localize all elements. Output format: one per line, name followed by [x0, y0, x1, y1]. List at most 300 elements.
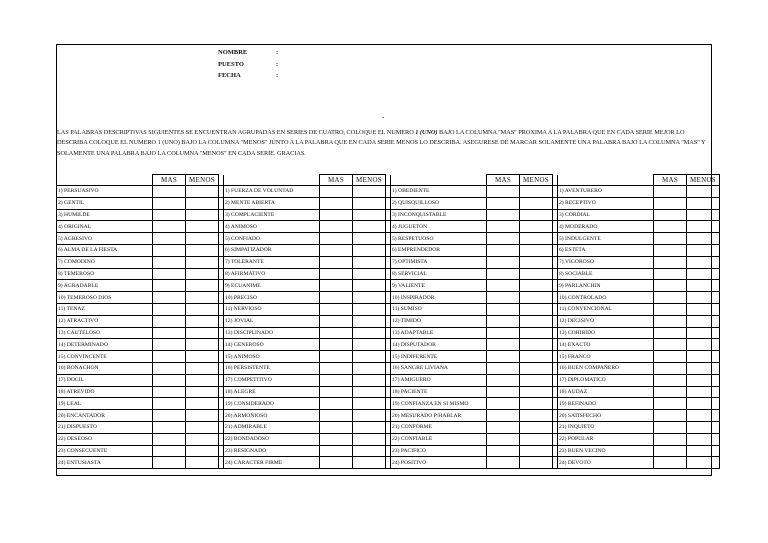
- word-cell: 23) PACIFICO: [391, 445, 487, 457]
- mas-input-cell[interactable]: [487, 351, 520, 363]
- word-cell: 15) ANIMOSO: [224, 351, 320, 363]
- menos-input-cell[interactable]: [520, 410, 553, 422]
- table-row: [57, 339, 720, 351]
- field-sep: :: [276, 49, 279, 56]
- word-cell: 16) SANGRE LIVIANA: [391, 362, 487, 374]
- menos-input-cell[interactable]: [520, 209, 553, 221]
- menos-input-cell[interactable]: [186, 209, 219, 221]
- word-cell: 10) INSPIRADOR: [391, 292, 487, 304]
- mas-input-cell[interactable]: [654, 398, 687, 410]
- menos-input-cell[interactable]: [520, 445, 553, 457]
- menos-input-cell[interactable]: [520, 433, 553, 445]
- menos-input-cell[interactable]: [520, 186, 553, 198]
- mas-input-cell[interactable]: [487, 362, 520, 374]
- word-cell: 1) OBEDIENTE: [391, 186, 487, 198]
- word-cell: 4) JUGUETON: [391, 221, 487, 233]
- mas-input-cell[interactable]: [320, 256, 353, 268]
- word-cell: 7) VIGOROSO: [558, 256, 654, 268]
- mas-input-cell[interactable]: [487, 433, 520, 445]
- field-puesto[interactable]: [218, 59, 278, 71]
- word-cell: 2) MENTE ABIERTA: [224, 197, 320, 209]
- word-cell: 8) TEMEROSO: [57, 268, 153, 280]
- word-cell: 6) EMPRENDEDOR: [391, 244, 487, 256]
- mas-input-cell[interactable]: [654, 410, 687, 422]
- menos-input-cell[interactable]: [186, 327, 219, 339]
- menos-input-cell[interactable]: [520, 244, 553, 256]
- menos-input-cell[interactable]: [687, 221, 720, 233]
- header-mas: MAS: [487, 175, 520, 186]
- mas-input-cell[interactable]: [654, 221, 687, 233]
- menos-input-cell[interactable]: [687, 410, 720, 422]
- word-cell: 13) COHIBIDO: [558, 327, 654, 339]
- menos-input-cell[interactable]: [687, 280, 720, 292]
- menos-input-cell[interactable]: [520, 292, 553, 304]
- mas-input-cell[interactable]: [654, 280, 687, 292]
- menos-input-cell[interactable]: [520, 268, 553, 280]
- menos-input-cell[interactable]: [687, 457, 720, 469]
- menos-input-cell[interactable]: [520, 256, 553, 268]
- menos-input-cell[interactable]: [687, 433, 720, 445]
- menos-input-cell[interactable]: [186, 362, 219, 374]
- mas-input-cell[interactable]: [654, 303, 687, 315]
- mas-input-cell[interactable]: [320, 244, 353, 256]
- menos-input-cell[interactable]: [687, 386, 720, 398]
- menos-input-cell[interactable]: [353, 398, 386, 410]
- menos-input-cell[interactable]: [186, 256, 219, 268]
- table-row: [57, 303, 720, 315]
- mas-input-cell[interactable]: [153, 315, 186, 327]
- mas-input-cell[interactable]: [654, 362, 687, 374]
- mas-input-cell[interactable]: [487, 445, 520, 457]
- word-cell: 13) CAUTELOSO: [57, 327, 153, 339]
- menos-input-cell[interactable]: [520, 386, 553, 398]
- mas-input-cell[interactable]: [654, 186, 687, 198]
- mas-input-cell[interactable]: [654, 315, 687, 327]
- field-fecha[interactable]: [218, 70, 278, 82]
- mas-input-cell[interactable]: [654, 292, 687, 304]
- menos-input-cell[interactable]: [186, 398, 219, 410]
- menos-input-cell[interactable]: [353, 433, 386, 445]
- menos-input-cell[interactable]: [687, 186, 720, 198]
- menos-input-cell[interactable]: [353, 303, 386, 315]
- word-cell: 7) OPTIMISTA: [391, 256, 487, 268]
- mas-input-cell[interactable]: [153, 303, 186, 315]
- menos-input-cell[interactable]: [687, 351, 720, 363]
- table-row: [57, 244, 720, 256]
- word-cell: 11) TENAZ: [57, 303, 153, 315]
- word-cell: 20) SATISFECHO: [558, 410, 654, 422]
- word-cell: 13) DISCIPLINADO: [224, 327, 320, 339]
- mas-input-cell[interactable]: [487, 339, 520, 351]
- table-row: [57, 351, 720, 363]
- mas-input-cell[interactable]: [487, 186, 520, 198]
- menos-input-cell[interactable]: [186, 244, 219, 256]
- mas-input-cell[interactable]: [320, 386, 353, 398]
- mas-input-cell[interactable]: [153, 433, 186, 445]
- mas-input-cell[interactable]: [320, 398, 353, 410]
- mas-input-cell[interactable]: [320, 351, 353, 363]
- mas-input-cell[interactable]: [654, 374, 687, 386]
- word-cell: 15) FRANCO: [558, 351, 654, 363]
- word-cell: 21) ADMIRABLE: [224, 421, 320, 433]
- menos-input-cell[interactable]: [687, 303, 720, 315]
- mas-input-cell[interactable]: [153, 421, 186, 433]
- word-cell: 24) ENTUSIASTA: [57, 457, 153, 469]
- word-cell: 10) PRECISO: [224, 292, 320, 304]
- word-cell: 21) INQUIETO: [558, 421, 654, 433]
- word-cell: 9) VALIENTE: [391, 280, 487, 292]
- field-nombre[interactable]: [218, 47, 278, 59]
- mas-input-cell[interactable]: [320, 303, 353, 315]
- word-cell: 4) MODERADO: [558, 221, 654, 233]
- mas-input-cell[interactable]: [487, 197, 520, 209]
- mas-input-cell[interactable]: [654, 421, 687, 433]
- menos-input-cell[interactable]: [520, 280, 553, 292]
- mas-input-cell[interactable]: [153, 386, 186, 398]
- menos-input-cell[interactable]: [520, 374, 553, 386]
- field-label: FECHA: [218, 72, 241, 79]
- instructions-bold: 1 (UNO): [415, 129, 438, 136]
- word-cell: 17) COMPETITIVO: [224, 374, 320, 386]
- mas-input-cell[interactable]: [153, 197, 186, 209]
- menos-input-cell[interactable]: [186, 315, 219, 327]
- menos-input-cell[interactable]: [687, 398, 720, 410]
- header-mas: MAS: [153, 175, 186, 186]
- mas-input-cell[interactable]: [320, 315, 353, 327]
- table-row: [57, 362, 720, 374]
- mas-input-cell[interactable]: [654, 457, 687, 469]
- mas-input-cell[interactable]: [487, 233, 520, 245]
- mas-input-cell[interactable]: [320, 362, 353, 374]
- mas-input-cell[interactable]: [320, 445, 353, 457]
- mas-input-cell[interactable]: [153, 374, 186, 386]
- word-cell: 24) POSITIVO: [391, 457, 487, 469]
- menos-input-cell[interactable]: [353, 292, 386, 304]
- word-cell: 21) CONFORME: [391, 421, 487, 433]
- table-row: [57, 256, 720, 268]
- menos-input-cell[interactable]: [520, 221, 553, 233]
- mas-input-cell[interactable]: [320, 339, 353, 351]
- word-cell: 18) AUDAZ: [558, 386, 654, 398]
- mas-input-cell[interactable]: [487, 292, 520, 304]
- menos-input-cell[interactable]: [687, 292, 720, 304]
- menos-input-cell[interactable]: [353, 186, 386, 198]
- mas-input-cell[interactable]: [153, 339, 186, 351]
- instructions-part1: LAS PALABRAS DESCRIPTIVAS SIGUIENTES SE ENCUENTRAN AGRUPADAS EN SERIES DE CUATRO, COLOQUE EL NUMERO: [57, 129, 416, 136]
- mas-input-cell[interactable]: [487, 315, 520, 327]
- mas-input-cell[interactable]: [487, 398, 520, 410]
- menos-input-cell[interactable]: [353, 244, 386, 256]
- menos-input-cell[interactable]: [186, 280, 219, 292]
- word-cell: 18) ATREVIDO: [57, 386, 153, 398]
- word-cell: 14) GENEROSO: [224, 339, 320, 351]
- menos-input-cell[interactable]: [687, 315, 720, 327]
- menos-input-cell[interactable]: [353, 327, 386, 339]
- word-cell: 4) ORIGINAL: [57, 221, 153, 233]
- mas-input-cell[interactable]: [654, 209, 687, 221]
- header-mas: MAS: [654, 175, 687, 186]
- table-row: [57, 433, 720, 445]
- word-cell: 13) ADAPTABLE: [391, 327, 487, 339]
- mas-input-cell[interactable]: [487, 280, 520, 292]
- word-cell: 11) CONVENCIONAL: [558, 303, 654, 315]
- field-label: PUESTO: [218, 60, 244, 68]
- menos-input-cell[interactable]: [520, 339, 553, 351]
- table-row: [57, 292, 720, 304]
- mas-input-cell[interactable]: [320, 221, 353, 233]
- menos-input-cell[interactable]: [520, 457, 553, 469]
- mas-input-cell[interactable]: [153, 351, 186, 363]
- header-mas: MAS: [320, 175, 353, 186]
- mas-input-cell[interactable]: [320, 327, 353, 339]
- word-cell: 5) CONFIADO: [224, 233, 320, 245]
- word-cell: 9) PARLANCHIN: [558, 280, 654, 292]
- mas-input-cell[interactable]: [654, 339, 687, 351]
- word-cell: 5) AGRESIVO: [57, 233, 153, 245]
- mas-input-cell[interactable]: [487, 244, 520, 256]
- word-cell: 1) AVENTURERO: [558, 186, 654, 198]
- mas-input-cell[interactable]: [153, 280, 186, 292]
- menos-input-cell[interactable]: [186, 457, 219, 469]
- mas-input-cell[interactable]: [153, 410, 186, 422]
- mas-input-cell[interactable]: [654, 268, 687, 280]
- mas-input-cell[interactable]: [654, 445, 687, 457]
- menos-input-cell[interactable]: [353, 233, 386, 245]
- menos-input-cell[interactable]: [353, 421, 386, 433]
- word-cell: 19) REFINADO: [558, 398, 654, 410]
- word-cell: 20) MESURADO P/HABLAR: [391, 410, 487, 422]
- menos-input-cell[interactable]: [520, 233, 553, 245]
- menos-input-cell[interactable]: [353, 457, 386, 469]
- menos-input-cell[interactable]: [520, 421, 553, 433]
- menos-input-cell[interactable]: [520, 362, 553, 374]
- menos-input-cell[interactable]: [353, 209, 386, 221]
- word-cell: 3) CORDIAL: [558, 209, 654, 221]
- table-row: [57, 268, 720, 280]
- word-cell: 10) CONTROLADO: [558, 292, 654, 304]
- menos-input-cell[interactable]: [687, 197, 720, 209]
- word-cell: 8) AFIRMATIVO: [224, 268, 320, 280]
- mas-input-cell[interactable]: [320, 292, 353, 304]
- mas-input-cell[interactable]: [320, 374, 353, 386]
- menos-input-cell[interactable]: [353, 374, 386, 386]
- mas-input-cell[interactable]: [153, 244, 186, 256]
- menos-input-cell[interactable]: [520, 303, 553, 315]
- word-cell: 8) SOCIABLE: [558, 268, 654, 280]
- word-cell: 19) CONFIANZA EN SI MISMO: [391, 398, 487, 410]
- word-cell: 20) ARMONIOSO: [224, 410, 320, 422]
- word-cell: 11) NERVIOSO: [224, 303, 320, 315]
- word-cell: 16) BUEN COMPAÑERO: [558, 362, 654, 374]
- word-cell: 6) ESTETA: [558, 244, 654, 256]
- header-menos: MENOS: [186, 175, 219, 186]
- mas-input-cell[interactable]: [153, 445, 186, 457]
- mas-input-cell[interactable]: [487, 457, 520, 469]
- menos-input-cell[interactable]: [353, 197, 386, 209]
- table-row: [57, 421, 720, 433]
- mas-input-cell[interactable]: [487, 374, 520, 386]
- menos-input-cell[interactable]: [687, 268, 720, 280]
- word-cell: 22) DESEOSO: [57, 433, 153, 445]
- table-row: [57, 457, 720, 469]
- mas-input-cell[interactable]: [153, 362, 186, 374]
- menos-input-cell[interactable]: [186, 433, 219, 445]
- mas-input-cell[interactable]: [320, 421, 353, 433]
- word-cell: 12) TIMIDO: [391, 315, 487, 327]
- menos-input-cell[interactable]: [186, 339, 219, 351]
- word-cell: 14) DETERMINADO: [57, 339, 153, 351]
- mas-input-cell[interactable]: [654, 351, 687, 363]
- word-cell: 14) EXACTO: [558, 339, 654, 351]
- menos-input-cell[interactable]: [186, 445, 219, 457]
- menos-input-cell[interactable]: [520, 315, 553, 327]
- mas-input-cell[interactable]: [654, 327, 687, 339]
- word-cell: 23) RESIGNADO: [224, 445, 320, 457]
- word-cell: 2) QUISQUILLOSO: [391, 197, 487, 209]
- word-cell: 1) PERSUASIVO: [57, 186, 153, 198]
- menos-input-cell[interactable]: [186, 386, 219, 398]
- header-blank: [558, 175, 654, 186]
- mas-input-cell[interactable]: [654, 233, 687, 245]
- menos-input-cell[interactable]: [353, 410, 386, 422]
- menos-input-cell[interactable]: [353, 362, 386, 374]
- word-cell: 15) INDIFERENTE: [391, 351, 487, 363]
- mas-input-cell[interactable]: [487, 410, 520, 422]
- mas-input-cell[interactable]: [487, 209, 520, 221]
- menos-input-cell[interactable]: [687, 421, 720, 433]
- mas-input-cell[interactable]: [320, 186, 353, 198]
- field-sep: :: [276, 60, 279, 68]
- mas-input-cell[interactable]: [654, 433, 687, 445]
- word-cell: 9) ECUANIME: [224, 280, 320, 292]
- menos-input-cell[interactable]: [353, 268, 386, 280]
- mas-input-cell[interactable]: [153, 457, 186, 469]
- mas-input-cell[interactable]: [320, 233, 353, 245]
- word-cell: 6) SIMPATIZADOR: [224, 244, 320, 256]
- menos-input-cell[interactable]: [687, 445, 720, 457]
- menos-input-cell[interactable]: [353, 280, 386, 292]
- mas-input-cell[interactable]: [320, 433, 353, 445]
- table-row: [57, 233, 720, 245]
- word-cell: 18) ALEGRE: [224, 386, 320, 398]
- menos-input-cell[interactable]: [520, 197, 553, 209]
- menos-input-cell[interactable]: [186, 410, 219, 422]
- mas-input-cell[interactable]: [153, 221, 186, 233]
- word-cell: 21) DISPUESTO: [57, 421, 153, 433]
- menos-input-cell[interactable]: [687, 327, 720, 339]
- menos-input-cell[interactable]: [687, 209, 720, 221]
- word-cell: 2) GENTIL: [57, 197, 153, 209]
- menos-input-cell[interactable]: [353, 315, 386, 327]
- menos-input-cell[interactable]: [353, 445, 386, 457]
- table-row: [57, 398, 720, 410]
- mas-input-cell[interactable]: [487, 256, 520, 268]
- menos-input-cell[interactable]: [186, 268, 219, 280]
- menos-input-cell[interactable]: [186, 374, 219, 386]
- menos-input-cell[interactable]: [186, 421, 219, 433]
- mas-input-cell[interactable]: [487, 421, 520, 433]
- mas-input-cell[interactable]: [320, 280, 353, 292]
- mas-input-cell[interactable]: [320, 268, 353, 280]
- menos-input-cell[interactable]: [520, 398, 553, 410]
- table-row: [57, 315, 720, 327]
- mas-input-cell[interactable]: [320, 209, 353, 221]
- menos-input-cell[interactable]: [687, 233, 720, 245]
- mas-input-cell[interactable]: [654, 244, 687, 256]
- mas-input-cell[interactable]: [153, 209, 186, 221]
- menos-input-cell[interactable]: [186, 186, 219, 198]
- mas-input-cell[interactable]: [320, 410, 353, 422]
- menos-input-cell[interactable]: [186, 303, 219, 315]
- menos-input-cell[interactable]: [353, 256, 386, 268]
- word-cell: 17) AMIGUERO: [391, 374, 487, 386]
- menos-input-cell[interactable]: [353, 351, 386, 363]
- menos-input-cell[interactable]: [353, 339, 386, 351]
- mas-input-cell[interactable]: [153, 292, 186, 304]
- mas-input-cell[interactable]: [153, 233, 186, 245]
- mas-input-cell[interactable]: [153, 268, 186, 280]
- word-cell: 16) PERSISTENTE: [224, 362, 320, 374]
- word-cell: 20) ENCANTADOR: [57, 410, 153, 422]
- word-cell: 22) POPULAR: [558, 433, 654, 445]
- word-cell: 11) SUMISO: [391, 303, 487, 315]
- mas-input-cell[interactable]: [487, 268, 520, 280]
- menos-input-cell[interactable]: [353, 386, 386, 398]
- menos-input-cell[interactable]: [353, 221, 386, 233]
- mas-input-cell[interactable]: [487, 327, 520, 339]
- header-menos: MENOS: [353, 175, 386, 186]
- mas-input-cell[interactable]: [487, 386, 520, 398]
- menos-input-cell[interactable]: [520, 327, 553, 339]
- menos-input-cell[interactable]: [186, 351, 219, 363]
- mas-input-cell[interactable]: [487, 221, 520, 233]
- header-fields: [218, 47, 278, 82]
- table-row: [57, 445, 720, 457]
- mas-input-cell[interactable]: [654, 256, 687, 268]
- menos-input-cell[interactable]: [687, 244, 720, 256]
- mas-input-cell[interactable]: [153, 186, 186, 198]
- mas-input-cell[interactable]: [654, 386, 687, 398]
- menos-input-cell[interactable]: [687, 374, 720, 386]
- menos-input-cell[interactable]: [186, 221, 219, 233]
- menos-input-cell[interactable]: [687, 256, 720, 268]
- word-cell: 5) INDULGENTE: [558, 233, 654, 245]
- menos-input-cell[interactable]: [520, 351, 553, 363]
- menos-input-cell[interactable]: [687, 339, 720, 351]
- mas-input-cell[interactable]: [654, 197, 687, 209]
- mas-input-cell[interactable]: [153, 327, 186, 339]
- word-cell: 12) ATRACTIVO: [57, 315, 153, 327]
- mas-input-cell[interactable]: [487, 303, 520, 315]
- menos-input-cell[interactable]: [687, 362, 720, 374]
- mas-input-cell[interactable]: [153, 256, 186, 268]
- menos-input-cell[interactable]: [186, 292, 219, 304]
- mas-input-cell[interactable]: [320, 197, 353, 209]
- mas-input-cell[interactable]: [153, 398, 186, 410]
- word-cell: 22) BONDADOSO: [224, 433, 320, 445]
- table-row: [57, 386, 720, 398]
- table-row: [57, 280, 720, 292]
- word-cell: 15) CONVINCENTE: [57, 351, 153, 363]
- grid-header-row: [57, 175, 720, 186]
- word-cell: 3) COMPLACIENTE: [224, 209, 320, 221]
- table-row: [57, 197, 720, 209]
- mas-input-cell[interactable]: [320, 457, 353, 469]
- header-blank: [57, 175, 153, 186]
- table-row: [57, 209, 720, 221]
- menos-input-cell[interactable]: [186, 197, 219, 209]
- menos-input-cell[interactable]: [186, 233, 219, 245]
